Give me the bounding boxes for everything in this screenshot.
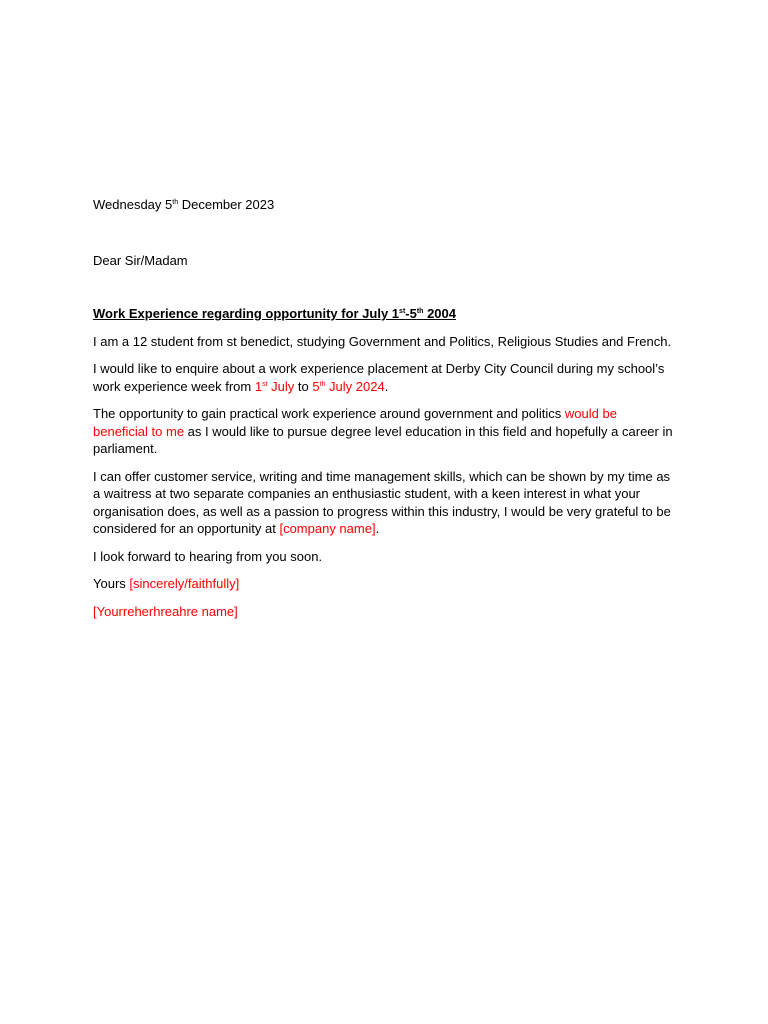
end-ordinal: th <box>319 380 326 388</box>
skills-end: . <box>375 521 380 536</box>
subject-ordinal-2: th <box>416 308 424 315</box>
opportunity-text-2: as I would like to pursue degree level education in this field and hopefully a career in parliament. <box>93 423 673 456</box>
date-ordinal: th <box>172 199 179 206</box>
end-month: July 2024 <box>325 378 385 394</box>
letter-subject <box>93 305 675 323</box>
date-suffix: December 2023 <box>178 197 275 212</box>
enquiry-end: . <box>384 378 389 394</box>
company-placeholder: [company name] <box>279 521 376 536</box>
opportunity-paragraph <box>93 405 675 458</box>
skills-paragraph <box>93 468 675 538</box>
subject-part-3: 2004 <box>423 306 456 321</box>
start-month: July <box>267 378 295 394</box>
subject-part-1: Work Experience regarding opportunity for July 1 <box>93 306 400 321</box>
opportunity-highlight: would be beneficial to me <box>93 406 617 439</box>
letter-signoff <box>93 575 675 593</box>
start-day: 1 <box>254 378 263 394</box>
skills-text: I can offer customer service, writing and time management skills, which can be shown by my time as a waitress at two separate companies an enthusiastic student, with a keen interest in what your organisation does, as well as a passion to progress within this industry, I would be very grateful to be considered for an opportunity at <box>93 468 671 536</box>
subject-ordinal-1: st <box>399 308 406 315</box>
intro-paragraph: I am a 12 student from st benedict, studying Government and Politics, Religious Studies and French. <box>93 333 672 349</box>
enquiry-text: I would like to enquire about a work experience placement at Derby City Council during my school’s work experience week from <box>93 361 665 394</box>
signature-placeholder: [Yourreherhreahre name] <box>93 603 238 619</box>
signoff-prefix: Yours <box>93 576 130 591</box>
date-prefix: Wednesday 5 <box>93 197 173 212</box>
closing-line: I look forward to hearing from you soon. <box>93 548 323 564</box>
end-date <box>312 379 384 394</box>
opportunity-text-1: The opportunity to gain practical work experience around government and politics <box>93 406 565 421</box>
start-ordinal: st <box>262 380 268 388</box>
start-date <box>255 379 294 394</box>
letter-greeting: Dear Sir/Madam <box>93 252 188 268</box>
subject-part-2: -5 <box>405 306 417 321</box>
enquiry-to: to <box>294 378 313 394</box>
letter-body <box>93 196 675 630</box>
end-day: 5 <box>312 378 320 394</box>
enquiry-paragraph <box>93 360 675 395</box>
signoff-placeholder: [sincerely/faithfully] <box>129 576 240 591</box>
letter-date <box>93 196 675 214</box>
